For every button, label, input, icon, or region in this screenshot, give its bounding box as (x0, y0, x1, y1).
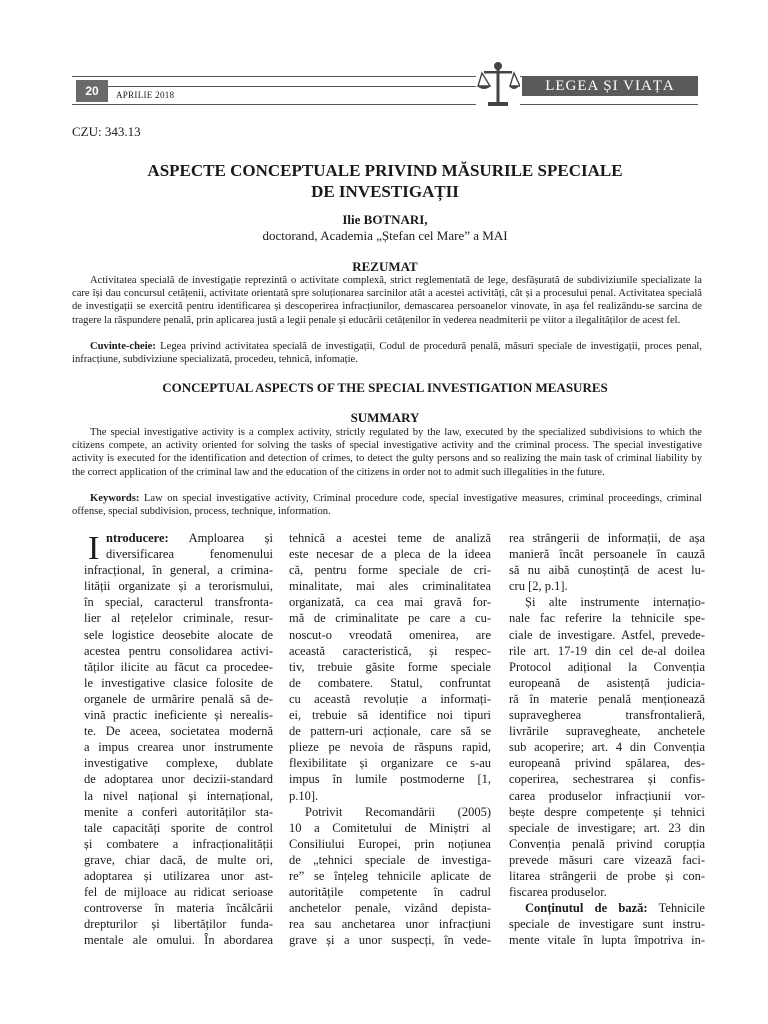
column-line: acestea pentru consolidarea activi- (84, 643, 273, 658)
article-title (72, 160, 698, 202)
column-3-lines (509, 530, 705, 948)
column-line: organizată, ca cea mai gravă for- (289, 595, 491, 610)
ro-abstract-heading: REZUMAT (352, 259, 418, 274)
author-affiliation: doctorand, Academia „Ștefan cel Mare” a MAI (262, 228, 508, 243)
author-name: Ilie BOTNARI, (342, 212, 428, 227)
column-line: speciale de investigare sunt instru- (509, 917, 705, 932)
body-column-3 (509, 530, 705, 948)
column-line: carea produselor infracțiunii vor- (509, 788, 705, 803)
column-line: că, pentru forme speciale de cri- (289, 563, 491, 578)
column-line: tiv, trebuie găsite forme speciale (289, 659, 491, 674)
ro-keywords-label: Cuvinte-cheie: (90, 341, 156, 352)
column-line: rea sau anchetarea unor infracțiuni (289, 917, 491, 932)
section-lead-text: Tehnicile (658, 901, 705, 916)
column-line: ei, trebuie să identifice noi tipuri (289, 708, 491, 723)
column-1-lines (84, 546, 273, 948)
column-line: le investigative clasice folosite de (84, 675, 273, 690)
column-line: organele de urmărire penală să de- (84, 691, 273, 706)
column-line: rile art. 17-19 din cel de-al doilea (509, 643, 705, 658)
column-line: lității organizate și a terorismului, (84, 579, 273, 594)
column-line: autoritățile competente în cadrul (289, 885, 491, 900)
column-line: flexibilitate și organizare ce s-au (289, 756, 491, 771)
column-line: infracțional, în general, a crimina- (84, 563, 273, 578)
column-line: minalitate, mai ales criminalitatea (289, 579, 491, 594)
column-line: ciale de investigare. Astfel, prevede- (509, 627, 705, 642)
column-line: europeană de asistență judicia- (509, 675, 705, 690)
intro-label: ntroducere: (106, 531, 169, 545)
column-line: Protocol adițional la Convenția (509, 659, 705, 674)
column-line: cru [2, p.1]. (509, 579, 568, 594)
column-line: litarea strângerii de probe și con- (509, 868, 705, 883)
justice-scales-emblem-icon (476, 60, 520, 108)
column-line: cu această revoluție a informați- (289, 691, 491, 706)
column-line: Și alte instrumente internațio- (525, 595, 705, 610)
column-line (84, 530, 273, 546)
column-line: Potrivit Recomandării (2005) (305, 804, 491, 819)
intro-first-line: Amploarea și (188, 531, 273, 545)
column-line: menite a conferi autorităților sta- (84, 804, 273, 819)
column-line: fiscarea produselor. (509, 885, 607, 900)
column-line: de combatere. Statul, confruntat (289, 675, 491, 690)
column-line: coperirea, sechestrarea și confis- (509, 772, 705, 787)
column-line: 10 a Comitetului de Miniștri al (289, 820, 491, 835)
column-2-lines (289, 530, 491, 948)
column-line: tăților ilicite au făcut ca procedee- (84, 659, 273, 674)
english-title: CONCEPTUAL ASPECTS OF THE SPECIAL INVESTIGATION MEASURES (162, 380, 608, 395)
column-line: a impus crearea unor instrumente (84, 740, 273, 755)
column-line: tehnică a acestei teme de analiză (289, 531, 491, 545)
column-line: nale fac referire la tehnicile spe- (509, 611, 705, 626)
column-line: rea strângerii de informații, de așa (509, 531, 705, 545)
body-column-1 (84, 530, 273, 948)
column-line: sub acoperire; art. 4 din Convenția (509, 740, 705, 755)
header-rule-middle (108, 86, 478, 87)
en-keywords-text: Law on special investigative activity, Criminal procedure code, special investigative measures, criminal proceedings, criminal offense, special subdivision, process, technique, information. (72, 493, 702, 518)
column-line: investigative complexe, dublate (84, 756, 273, 771)
column-line: mentale ale omului. În abordarea (84, 933, 273, 948)
column-line: mă de criminalitate pe care a cu- (289, 611, 491, 626)
column-line: europeană privind spălarea, des- (509, 756, 705, 771)
section-lead-label: Conținutul de bază: (525, 901, 648, 916)
column-line: sele logistice deosebite alocate de (84, 627, 273, 642)
column-line (509, 900, 705, 916)
column-line: grave și a unor suspecți, în vede- (289, 933, 491, 948)
column-line: vină practic ineficiente și nerealis- (84, 708, 273, 723)
article-title-line: ASPECTE CONCEPTUALE PRIVIND MĂSURILE SPECIALE (147, 161, 623, 180)
column-line: manieră încât persoanele în cauză (509, 547, 705, 562)
column-line: această caracteristică, și respec- (289, 643, 491, 658)
ro-keywords-text: Legea privind activitatea specială de investigații, Codul de procedură penală, măsuri speciale de investigații, proces penal, infracțiune, subdiviziune specializată, procedeu, tehnică, infomație. (72, 341, 703, 366)
body-column-2 (289, 530, 491, 948)
column-line: speciale de investigare; art. 23 din (509, 820, 705, 835)
column-line: re” se înțeleg tehnicile aplicate de (289, 868, 491, 883)
column-line: diversificarea fenomenului (106, 547, 273, 562)
czu-code: CZU: 343.13 (72, 124, 141, 139)
column-line: de pattern-uri acționale, care să se (289, 724, 491, 739)
article-title-line: DE INVESTIGAȚII (311, 182, 459, 201)
column-line: noscut-o vreodată omenirea, are (289, 627, 491, 642)
column-line: mente vitale în lupta împotriva in- (509, 933, 705, 948)
en-abstract-heading: SUMMARY (350, 410, 420, 425)
column-line: grave, chiar dacă, de multe ori, (84, 852, 273, 867)
column-line: ră în materie penală menționează (509, 691, 705, 706)
column-line: prevede măsuri care vizează faci- (509, 852, 705, 867)
column-line: Consiliului Europei, prin noțiunea (289, 836, 491, 851)
column-line: plieze pe nevoia de răspuns rapid, (289, 740, 491, 755)
column-line: lier al rețelelor criminale, resur- (84, 611, 273, 626)
column-line: să nu aibă cunoștință de acest lu- (509, 563, 705, 578)
header-rule-bottom (72, 104, 698, 105)
column-line: te. De aceea, societatea modernă (84, 724, 273, 739)
column-line: de „tehnici speciale de investiga- (289, 852, 491, 867)
column-line: livrările supravegheate, anchetele (509, 724, 705, 739)
column-line: este necesar de a pleca de la ideea (289, 547, 491, 562)
drop-cap: I (88, 530, 100, 567)
ro-abstract-text: Activitatea specială de investigație reprezintă o activitate complexă, strict reglementată de lege, desfășurată de subdiviziunile specializate la care își dau concursul cetățenii, activitate orientată spre soluționarea sarcinilor atât a acestei activități, cât și a procesului penal. Activitatea specială de investigații se exercită pentru identificarea și descoperirea infracțiunilor, demascarea persoanelor vinovate, în așa fel realizându-se sarcina de tragere la răspundere penală, prin aplicarea justă a legii penale și educării cetățenilor în vederea neadmiterii pe viitor a ilegalităților de acest fel. (72, 275, 702, 326)
en-keywords-label: Keywords: (90, 493, 140, 504)
column-line: anchetelor penale, vizând depista- (289, 901, 491, 916)
column-line: drepturilor și libertăților funda- (84, 917, 273, 932)
column-line: Convenția penală privind corupția (509, 836, 705, 851)
column-line: de adoptarea unor decizii-standard (84, 772, 273, 787)
column-line: controverse în materia încălcării (84, 901, 273, 916)
issue-date: APRILIE 2018 (116, 90, 175, 100)
column-line: impus în lumile postmoderne [1, (289, 772, 491, 787)
ro-keywords (72, 340, 702, 366)
column-line: adoptarea și utilizarea unor ast- (84, 868, 273, 883)
column-line: și combatere a infracționalității (84, 836, 273, 851)
column-line: bește despre competențe și tehnici (509, 804, 705, 819)
en-keywords (72, 492, 702, 518)
column-line: p.10]. (289, 788, 319, 803)
page-number: 20 (76, 80, 108, 102)
column-line: tale capacități sporite de control (84, 820, 273, 835)
column-line: fel de mijloace au ridicat serioase (84, 885, 273, 900)
column-line: la nivel național și internațional, (84, 788, 273, 803)
column-line: supravegherea transfrontalieră, (509, 708, 705, 723)
en-abstract-text: The special investigative activity is a complex activity, strictly regulated by the law, executed by the specialized subdivisions to which the citizens compete, an activity oriented for solving the tasks of special investigative activity and the criminal process. The special investigative activity is executed for the identification and detection of crimes, to detect the gulty persons and so realizing the main task of criminal liability by the correct application of the criminal law and the education of the citizens in order not to admit such illegalities in the future. (72, 427, 702, 478)
journal-title-banner: LEGEA ȘI VIAȚA (522, 77, 698, 96)
column-line: în special, caracterul transfronta- (84, 595, 273, 610)
